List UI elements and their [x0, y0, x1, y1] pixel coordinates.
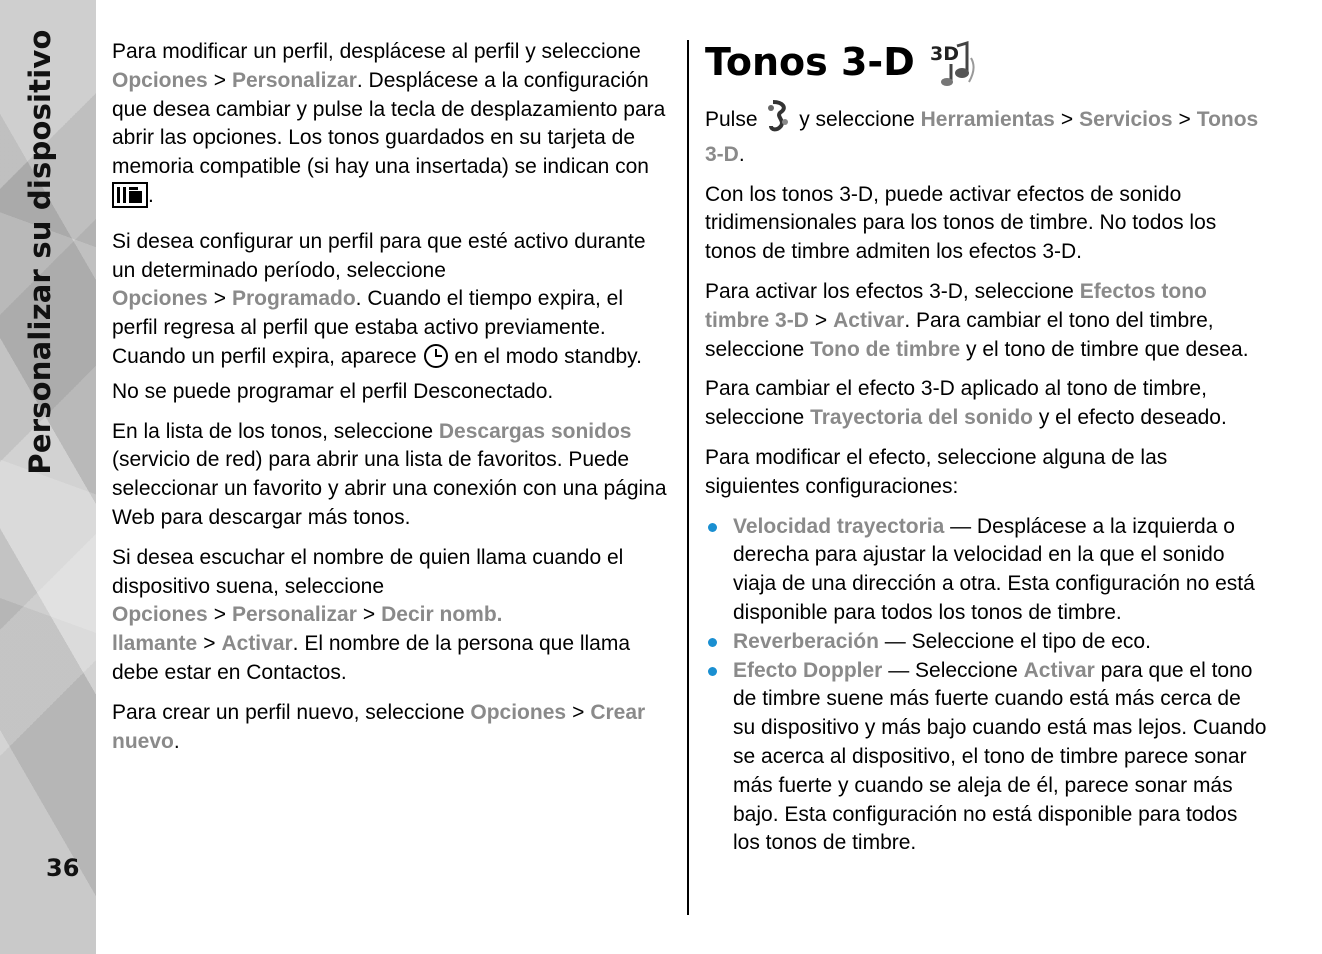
text: Para crear un perfil nuevo, seleccione [112, 700, 465, 724]
paragraph: Con los tonos 3-D, puede activar efectos de sonido tridimensionales para los tonos de timbre. No todos los tonos de timbre admiten los efectos 3-D. [705, 182, 1217, 264]
text: (servicio de red) para abrir una lista de favoritos. Puede seleccionar un favorito y abrir una conexión con una página Web para descargar más tonos. [112, 448, 667, 529]
text: Pulse [705, 108, 758, 131]
separator: > [1060, 108, 1074, 131]
paragraph [705, 375, 1267, 433]
text: Si desea escuchar el nombre de quien llama cuando el dispositivo suena, seleccione [112, 545, 624, 598]
menu-crear-nuevo: Crear nuevo [112, 700, 646, 753]
heading-text: Tonos 3-D [705, 40, 915, 84]
list-item [705, 513, 1267, 628]
separator: > [213, 287, 226, 311]
separator: > [213, 603, 226, 627]
menu-opciones: Opciones [112, 68, 208, 92]
menu-activar: Activar [833, 308, 905, 332]
left-column [112, 38, 672, 767]
menu-personalizar: Personalizar [231, 68, 357, 92]
sidebar-band [0, 0, 96, 954]
text: y seleccione [799, 108, 915, 131]
menu-programado: Programado [231, 287, 356, 311]
menu-trayectoria: Trayectoria del sonido [810, 406, 1033, 430]
text: . Cuando el tiempo expira, el perfil regresa al perfil que estaba activo previamente. Cuando un perfil expira, aparece [112, 287, 623, 368]
setting-desc: — Desplácese a la izquierda o derecha para ajustar la velocidad en la que el sonido viaja de una dirección a otra. Esta configuración no está disponible para todos los tonos de timbre. [733, 514, 1255, 624]
menu-opciones: Opciones [112, 287, 208, 311]
page-number: 36 [46, 854, 80, 882]
text: Para cambiar el efecto 3-D aplicado al tono de timbre, seleccione [705, 377, 1207, 430]
list-item [705, 657, 1267, 859]
menu-opciones: Opciones [112, 603, 208, 627]
text: . [173, 729, 180, 753]
menu-tono-de-timbre: Tono de timbre [810, 337, 961, 361]
svg-text:3D: 3D [929, 43, 959, 65]
paragraph [112, 418, 672, 533]
menu-tonos-3d: Tonos 3-D [705, 108, 1259, 166]
text: En la lista de los tonos, seleccione [112, 419, 434, 443]
separator: > [572, 700, 585, 724]
bullet-dot [708, 667, 717, 676]
right-column [705, 38, 1267, 858]
separator: > [362, 603, 376, 627]
paragraph [112, 699, 672, 757]
menu-personalizar: Personalizar [231, 603, 357, 627]
setting-desc: — Seleccione el tipo de eco. [878, 629, 1151, 653]
setting-term: Reverberación [733, 629, 879, 653]
list-item [705, 628, 1267, 657]
text: . [738, 142, 745, 166]
setting-desc: para que el tono de timbre suene más fuerte cuando está más cerca de su dispositivo y más bajo cuando está mas lejos. Cuando se acerca al dispositivo, el tono de timbre parece sonar más fuerte y cuando se aleja de él, parece sonar más bajo. Esta configuración no está disponible para todos los tonos de timbre. [733, 658, 1267, 855]
separator: > [203, 632, 216, 656]
paragraph [705, 278, 1267, 364]
text: en el modo standby. No se puede programar el perfil Desconectado. [112, 344, 642, 403]
paragraph [705, 100, 1267, 170]
clock-icon [423, 343, 449, 378]
setting-term: Velocidad trayectoria [733, 514, 945, 538]
paragraph [112, 544, 672, 688]
text: . [148, 183, 154, 207]
menu-opciones: Opciones [470, 700, 567, 724]
memory-card-icon [112, 182, 148, 217]
bullet-dot [708, 638, 717, 647]
text: . Desplácese a la configuración que desea cambiar y pulse la tecla de desplazamiento para abrir las opciones. Los tonos guardados en su tarjeta de memoria compatible (si hay una insertada) se indican con [112, 68, 666, 179]
settings-list [705, 513, 1267, 859]
separator: > [1178, 108, 1191, 131]
text: Para modificar un perfil, desplácese al perfil y seleccione [112, 40, 641, 63]
menu-herramientas: Herramientas [920, 108, 1055, 131]
separator: > [213, 68, 226, 92]
text: y el efecto deseado. [1038, 406, 1227, 430]
menu-key-icon [763, 100, 793, 141]
text: . El nombre de la persona que llama debe estar en Contactos. [112, 632, 631, 684]
setting-term: Efecto Doppler [733, 658, 883, 682]
paragraph: Para modificar el efecto, seleccione alguna de las siguientes configuraciones: [705, 445, 1168, 498]
text: Si desea configurar un perfil para que esté activo durante un determinado período, seleccione [112, 229, 646, 282]
bullet-dot [708, 523, 717, 532]
separator: > [814, 308, 828, 332]
menu-descargas-sonidos: Descargas sonidos [438, 419, 632, 443]
menu-decir-nomb: Decir nomb. llamante [112, 603, 503, 656]
section-title: Personalizar su dispositivo [23, 29, 57, 475]
text: Para activar los efectos 3-D, seleccione [705, 279, 1074, 303]
text: . Para cambiar el tono del timbre, seleccione [705, 308, 1214, 361]
column-divider [687, 40, 689, 915]
menu-servicios: Servicios [1079, 108, 1173, 131]
paragraph [112, 38, 672, 217]
menu-activar: Activar [221, 632, 293, 656]
menu-activar: Activar [1023, 658, 1095, 682]
section-heading [705, 38, 1267, 86]
menu-efectos-tono: Efectos tono timbre 3-D [705, 279, 1207, 332]
setting-desc: — Seleccione [882, 658, 1018, 682]
3d-tones-icon [929, 38, 977, 86]
text: y el tono de timbre que desea. [966, 337, 1249, 361]
paragraph [112, 228, 672, 407]
